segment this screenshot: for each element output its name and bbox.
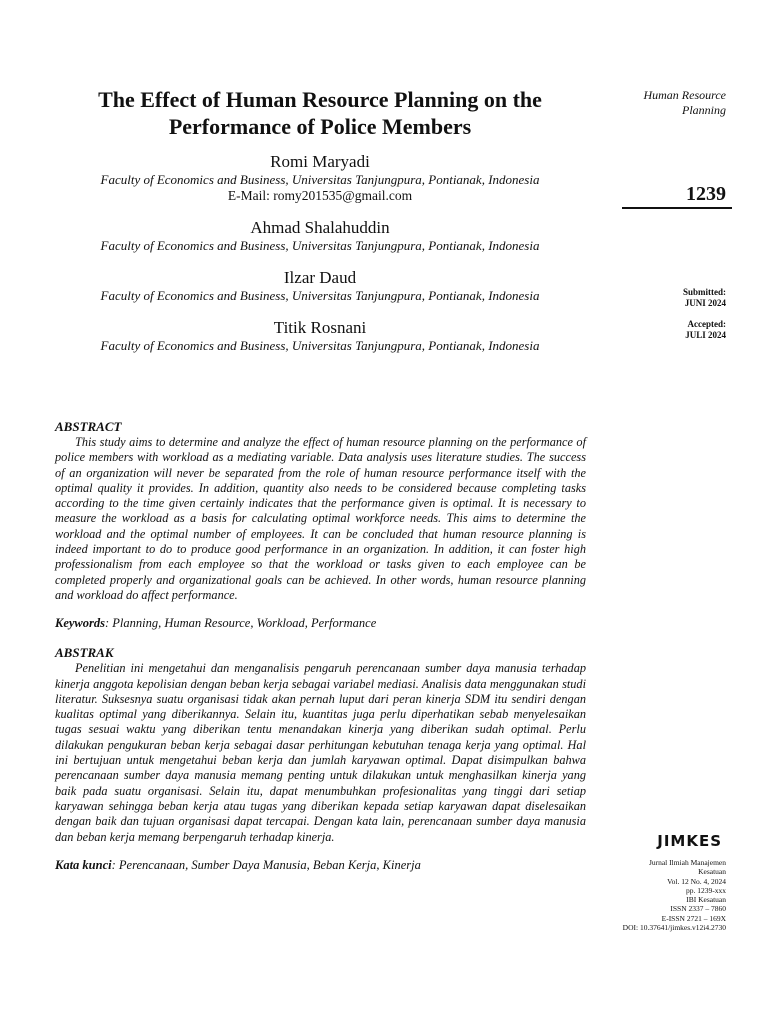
kata-kunci [55,857,586,873]
journal-pages: pp. 1239-xxx [686,885,726,895]
journal-info [596,858,726,932]
author-name: Ahmad Shalahuddin [250,218,390,237]
topic-line: Planning [682,103,726,117]
author-name: Romi Maryadi [270,152,370,171]
topic-line: Human Resource [643,88,726,102]
submitted-label: Submitted: [682,287,726,297]
author-block [55,152,585,204]
submission-dates [683,287,726,341]
kata-kunci-list: : Perencanaan, Sumber Daya Manusia, Beban Kerja, Kinerja [111,857,421,872]
page-number: 1239 [686,183,726,205]
author-email: E-Mail: romy201535@gmail.com [227,188,413,203]
author-affiliation: Faculty of Economics and Business, Universitas Tanjungpura, Pontianak, Indonesia [100,288,540,303]
author-affiliation: Faculty of Economics and Business, Universitas Tanjungpura, Pontianak, Indonesia [100,338,540,353]
journal-doi: DOI: 10.37641/jimkes.v12i4.2730 [622,923,726,933]
abstrak-text: Penelitian ini mengetahui dan menganalisis pengaruh perencanaan sumber daya manusia terhadap kinerja anggota kepolisian dengan beban kerja sebagai variabel mediasi. Analisis data menggunakan studi literatur. Suksesnya suatu organisasi tidak akan pernah luput dari peran kinerja SDM itu sendiri dengan kualitas optimal yang diberikannya. Selain itu, kuantitas juga perlu diperhatikan sebab menyelesaikan tugas sesuai waktu yang diberikan tentu menandakan kinerja yang diberikan sudah optimal. Perlu dilakukan pengukuran beban kerja sebagai dasar perhitungan kebutuhan tenaga kerja yang optimal. Hal ini bertujuan untuk mengetahui beban kerja dan jumlah karyawan optimal. Dapat disimpulkan bahwa perencanaan sumber daya manusia memang penting untuk dilakukan untuk menghasilkan kinerja yang baik pada suatu organisasi. Selain itu, dapat menumbuhkan profesionalitas yang tinggi dari setiap karyawan sehingga beban kerja atau tugas yang diberikan kepada setiap karyawan dapat diselesaikan dengan baik dan tujuan organisasi dapat tercapai. Dengan kata lain, perencanaan sumber daya manusia dan beban kerja memang berpengaruh terhadap kinerja. [55,661,586,844]
author-name: Ilzar Daud [283,268,357,287]
accepted-label: Accepted: [687,319,726,329]
keywords [55,615,586,631]
abstract-section [55,419,586,873]
author-affiliation: Faculty of Economics and Business, Universitas Tanjungpura, Pontianak, Indonesia [100,172,540,187]
journal-publisher: IBI Kesatuan [686,895,726,905]
abstract-text: This study aims to determine and analyze the effect of human resource planning on the performance of police members with workload as a mediating variable. Data analysis uses literature studies. The success of an organization will never be separated from the role of human resource performance itself with the optimal quality it provides. In addition, quantity also needs to be considered because completing tasks according to the time given certainly indicates that the performance given is optimal. It is necessary to measure the workload as a basis for calculating optimal workforce needs. This aims to determine the workload and the optimal number of employees. It can be concluded that human resource planning is indeed important to do to produce good performance in an organization. In addition, it can foster high professionalism from each employee so that the workload or tasks given to each employee can be completed properly and organizational goals can be achieved. In other words, human resource planning and workload do affect performance. [55,435,586,602]
paper-title: The Effect of Human Resource Planning on the Performance of Police Members [98,87,542,139]
keywords-list: : Planning, Human Resource, Workload, Performance [105,616,377,631]
author-affiliation: Faculty of Economics and Business, Universitas Tanjungpura, Pontianak, Indonesia [100,238,540,253]
journal-name: Kesatuan [698,867,726,877]
abstract-heading: ABSTRACT [55,419,122,434]
abstrak-heading: ABSTRAK [55,645,114,661]
author-block [55,218,585,254]
journal-logo: JIMKES [657,832,722,850]
page-number-rule [622,207,732,209]
kata-kunci-label: Kata kunci [55,857,112,872]
paper-header [55,86,585,354]
journal-name: Jurnal Ilmiah Manajemen [648,858,726,867]
author-name: Titik Rosnani [273,318,367,337]
journal-volume: Vol. 12 No. 4, 2024 [667,876,726,886]
accepted-value: JULI 2024 [685,330,726,340]
journal-eissn: E-ISSN 2721 – 169X [661,913,726,923]
author-block [55,268,585,304]
submitted-value: JUNI 2024 [684,298,726,308]
running-topic [606,88,726,118]
keywords-label: Keywords [55,616,105,631]
author-block [55,318,585,354]
journal-issn: ISSN 2337 – 7860 [670,904,726,914]
